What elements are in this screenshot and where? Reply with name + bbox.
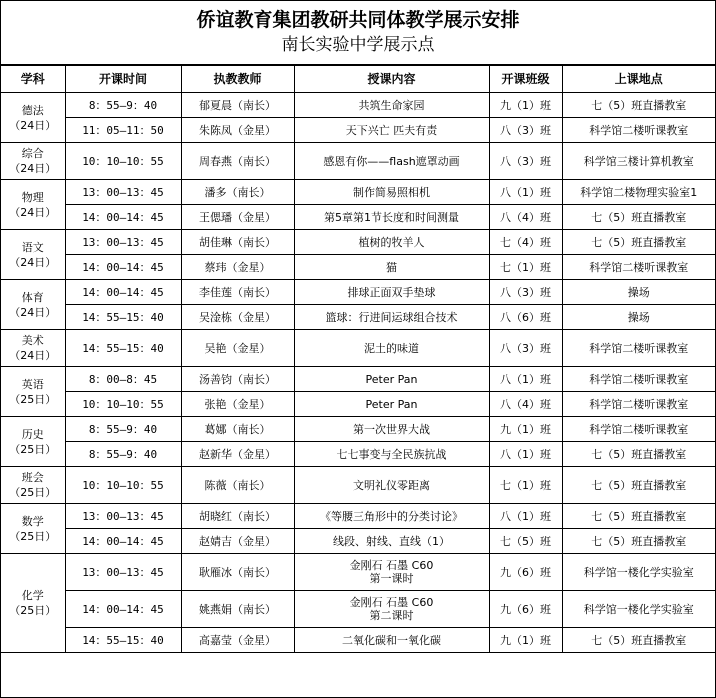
place-cell: 科学馆二楼听课教室 bbox=[562, 330, 715, 367]
subject-cell bbox=[1, 280, 65, 330]
table-row bbox=[1, 367, 715, 392]
subject-name: 美术 bbox=[21, 334, 44, 347]
content-line: 金刚石 石墨 C60 bbox=[349, 596, 434, 609]
time-cell: 14：55—15：40 bbox=[65, 330, 181, 367]
content-cell: 排球正面双手垫球 bbox=[294, 280, 489, 305]
teacher-cell: 赵新华（金星） bbox=[181, 442, 294, 467]
subject-name: 语文 bbox=[21, 240, 44, 254]
teacher-cell: 吴淦栋（金星） bbox=[181, 305, 294, 330]
class-cell: 八（3）班 bbox=[489, 143, 562, 180]
table-row bbox=[1, 417, 715, 442]
teacher-cell: 葛娜（南长） bbox=[181, 417, 294, 442]
content-cell: Peter Pan bbox=[294, 392, 489, 417]
content-cell: 线段、射线、直线（1） bbox=[294, 529, 489, 554]
place-cell: 科学馆一楼化学实验室 bbox=[562, 554, 715, 591]
header-subject: 学科 bbox=[1, 66, 65, 93]
subject-name: 化学 bbox=[21, 589, 44, 602]
class-cell: 七（5）班 bbox=[489, 529, 562, 554]
time-cell: 13：00—13：45 bbox=[65, 230, 181, 255]
place-cell: 科学馆二楼物理实验室1 bbox=[562, 180, 715, 205]
class-cell: 九（1）班 bbox=[489, 628, 562, 653]
table-row bbox=[1, 628, 715, 653]
place-cell: 科学馆三楼计算机教室 bbox=[562, 143, 715, 180]
time-cell: 10：10—10：55 bbox=[65, 392, 181, 417]
place-cell: 七（5）班直播教室 bbox=[562, 628, 715, 653]
subject-name: 物理 bbox=[21, 190, 44, 204]
subject-cell bbox=[1, 554, 65, 653]
time-cell: 14：00—14：45 bbox=[65, 529, 181, 554]
class-cell: 八（1）班 bbox=[489, 504, 562, 529]
schedule-body bbox=[1, 93, 715, 653]
teacher-cell: 李佳莲（南长） bbox=[181, 280, 294, 305]
class-cell: 八（1）班 bbox=[489, 367, 562, 392]
class-cell: 七（1）班 bbox=[489, 467, 562, 504]
teacher-cell: 吴艳（金星） bbox=[181, 330, 294, 367]
table-row bbox=[1, 330, 715, 367]
class-cell: 八（4）班 bbox=[489, 392, 562, 417]
subject-date: （25日） bbox=[9, 604, 57, 617]
place-cell: 七（5）班直播教室 bbox=[562, 504, 715, 529]
table-row bbox=[1, 591, 715, 628]
class-cell: 八（1）班 bbox=[489, 180, 562, 205]
teacher-cell: 郁夏晨（南长） bbox=[181, 93, 294, 118]
time-cell: 13：00—13：45 bbox=[65, 554, 181, 591]
place-cell: 科学馆二楼听课教室 bbox=[562, 392, 715, 417]
subject-date: （24日） bbox=[9, 255, 57, 269]
header-place: 上课地点 bbox=[562, 66, 715, 93]
place-cell: 科学馆一楼化学实验室 bbox=[562, 591, 715, 628]
subject-name: 体育 bbox=[21, 290, 44, 304]
content-cell: 共筑生命家园 bbox=[294, 93, 489, 118]
table-row bbox=[1, 554, 715, 591]
table-row bbox=[1, 205, 715, 230]
place-cell: 科学馆二楼听课教室 bbox=[562, 118, 715, 143]
teacher-cell: 周春燕（南长） bbox=[181, 143, 294, 180]
teacher-cell: 朱陈凤（金星） bbox=[181, 118, 294, 143]
subject-cell bbox=[1, 230, 65, 280]
subject-name: 数学 bbox=[21, 514, 44, 528]
place-cell: 七（5）班直播教室 bbox=[562, 467, 715, 504]
table-row bbox=[1, 230, 715, 255]
header-content: 授课内容 bbox=[294, 66, 489, 93]
subject-date: （25日） bbox=[9, 486, 57, 499]
subject-date: （25日） bbox=[9, 442, 57, 456]
header-row bbox=[1, 66, 715, 93]
teacher-cell: 陈薇（南长） bbox=[181, 467, 294, 504]
class-cell: 七（1）班 bbox=[489, 255, 562, 280]
class-cell: 八（3）班 bbox=[489, 118, 562, 143]
content-cell: 猫 bbox=[294, 255, 489, 280]
content-line: 金刚石 石墨 C60 bbox=[349, 559, 434, 572]
time-cell: 10：10—10：55 bbox=[65, 143, 181, 180]
table-row bbox=[1, 255, 715, 280]
content-subline: 第二课时 bbox=[369, 609, 414, 622]
subject-name: 德法 bbox=[21, 103, 44, 117]
table-row bbox=[1, 280, 715, 305]
table-row bbox=[1, 529, 715, 554]
place-cell: 七（5）班直播教室 bbox=[562, 442, 715, 467]
time-cell: 14：55—15：40 bbox=[65, 305, 181, 330]
time-cell: 8：55—9：40 bbox=[65, 417, 181, 442]
schedule-table bbox=[1, 65, 715, 653]
table-row bbox=[1, 143, 715, 180]
subject-name: 班会 bbox=[21, 471, 44, 484]
teacher-cell: 汤善钧（南长） bbox=[181, 367, 294, 392]
header-teacher: 执教教师 bbox=[181, 66, 294, 93]
subject-name: 英语 bbox=[21, 377, 44, 391]
class-cell: 九（1）班 bbox=[489, 417, 562, 442]
place-cell: 七（5）班直播教室 bbox=[562, 529, 715, 554]
class-cell: 九（6）班 bbox=[489, 554, 562, 591]
content-subline: 第一课时 bbox=[369, 572, 414, 585]
teacher-cell: 胡晓红（南长） bbox=[181, 504, 294, 529]
subject-date: （24日） bbox=[9, 349, 57, 362]
place-cell: 操场 bbox=[562, 305, 715, 330]
time-cell: 8：00—8：45 bbox=[65, 367, 181, 392]
place-cell: 科学馆二楼听课教室 bbox=[562, 255, 715, 280]
time-cell: 14：00—14：45 bbox=[65, 255, 181, 280]
class-cell: 八（3）班 bbox=[489, 280, 562, 305]
header-class: 开课班级 bbox=[489, 66, 562, 93]
time-cell: 10：10—10：55 bbox=[65, 467, 181, 504]
teacher-cell: 张艳（金星） bbox=[181, 392, 294, 417]
class-cell: 八（4）班 bbox=[489, 205, 562, 230]
teacher-cell: 胡佳琳（南长） bbox=[181, 230, 294, 255]
place-cell: 七（5）班直播教室 bbox=[562, 230, 715, 255]
table-row bbox=[1, 180, 715, 205]
subject-cell bbox=[1, 367, 65, 417]
place-cell: 科学馆二楼听课教室 bbox=[562, 417, 715, 442]
page-subtitle: 南长实验中学展示点 bbox=[281, 35, 435, 55]
place-cell: 操场 bbox=[562, 280, 715, 305]
place-cell: 七（5）班直播教室 bbox=[562, 205, 715, 230]
content-cell bbox=[294, 591, 489, 628]
class-cell: 八（6）班 bbox=[489, 305, 562, 330]
teacher-cell: 赵婧吉（金星） bbox=[181, 529, 294, 554]
title-block bbox=[1, 1, 715, 65]
teacher-cell: 潘多（南长） bbox=[181, 180, 294, 205]
content-cell: 七七事变与全民族抗战 bbox=[294, 442, 489, 467]
content-cell: 篮球：行进间运球组合技术 bbox=[294, 305, 489, 330]
time-cell: 14：55—15：40 bbox=[65, 628, 181, 653]
teacher-cell: 高嘉莹（金星） bbox=[181, 628, 294, 653]
teacher-cell: 蔡玮（金星） bbox=[181, 255, 294, 280]
content-cell: 泥土的味道 bbox=[294, 330, 489, 367]
time-cell: 14：00—14：45 bbox=[65, 205, 181, 230]
subject-cell bbox=[1, 180, 65, 230]
table-row bbox=[1, 392, 715, 417]
content-cell: 天下兴亡 匹夫有责 bbox=[294, 118, 489, 143]
time-cell: 8：55—9：40 bbox=[65, 93, 181, 118]
subject-name: 历史 bbox=[21, 427, 44, 441]
table-row bbox=[1, 442, 715, 467]
time-cell: 14：00—14：45 bbox=[65, 591, 181, 628]
content-cell: Peter Pan bbox=[294, 367, 489, 392]
time-cell: 11：05—11：50 bbox=[65, 118, 181, 143]
table-row bbox=[1, 93, 715, 118]
header-time: 开课时间 bbox=[65, 66, 181, 93]
time-cell: 14：00—14：45 bbox=[65, 280, 181, 305]
subject-cell bbox=[1, 330, 65, 367]
content-cell bbox=[294, 554, 489, 591]
subject-cell bbox=[1, 93, 65, 143]
table-row bbox=[1, 467, 715, 504]
subject-cell bbox=[1, 417, 65, 467]
class-cell: 九（1）班 bbox=[489, 93, 562, 118]
table-row bbox=[1, 504, 715, 529]
subject-date: （24日） bbox=[9, 205, 57, 219]
content-cell: 二氧化碳和一氧化碳 bbox=[294, 628, 489, 653]
teacher-cell: 王偲璠（金星） bbox=[181, 205, 294, 230]
content-cell: 制作简易照相机 bbox=[294, 180, 489, 205]
content-cell: 第5章第1节长度和时间测量 bbox=[294, 205, 489, 230]
content-cell: 文明礼仪零距离 bbox=[294, 467, 489, 504]
subject-date: （24日） bbox=[9, 118, 57, 132]
subject-cell bbox=[1, 143, 65, 180]
table-row bbox=[1, 118, 715, 143]
content-cell: 第一次世界大战 bbox=[294, 417, 489, 442]
teacher-cell: 姚燕娟（南长） bbox=[181, 591, 294, 628]
subject-name: 综合 bbox=[21, 147, 44, 160]
subject-date: （25日） bbox=[9, 392, 57, 406]
time-cell: 13：00—13：45 bbox=[65, 504, 181, 529]
content-cell: 感恩有你——flash遮罩动画 bbox=[294, 143, 489, 180]
subject-date: （24日） bbox=[9, 162, 57, 175]
place-cell: 科学馆二楼听课教室 bbox=[562, 367, 715, 392]
class-cell: 八（1）班 bbox=[489, 442, 562, 467]
subject-cell bbox=[1, 504, 65, 554]
class-cell: 八（3）班 bbox=[489, 330, 562, 367]
content-cell: 《等腰三角形中的分类讨论》 bbox=[294, 504, 489, 529]
class-cell: 七（4）班 bbox=[489, 230, 562, 255]
table-row bbox=[1, 305, 715, 330]
subject-date: （24日） bbox=[9, 305, 57, 319]
class-cell: 九（6）班 bbox=[489, 591, 562, 628]
time-cell: 8：55—9：40 bbox=[65, 442, 181, 467]
teacher-cell: 耿雁冰（南长） bbox=[181, 554, 294, 591]
subject-cell bbox=[1, 467, 65, 504]
time-cell: 13：00—13：45 bbox=[65, 180, 181, 205]
subject-date: （25日） bbox=[9, 529, 57, 543]
place-cell: 七（5）班直播教室 bbox=[562, 93, 715, 118]
content-cell: 植树的牧羊人 bbox=[294, 230, 489, 255]
page-title: 侨谊教育集团教研共同体教学展示安排 bbox=[196, 9, 520, 31]
